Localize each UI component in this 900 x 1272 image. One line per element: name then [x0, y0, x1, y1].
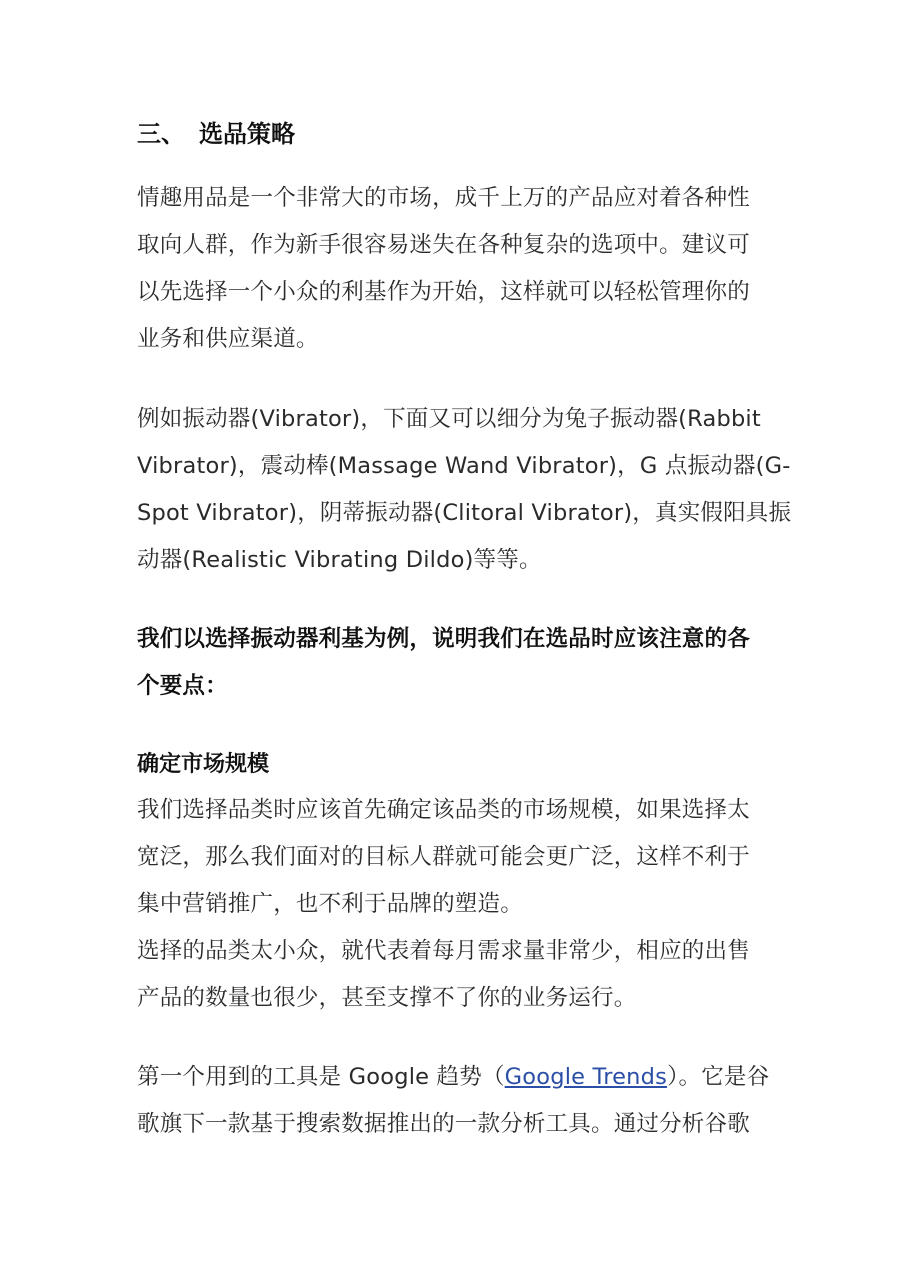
- text-line: 产品的数量也很少，甚至支撑不了你的业务运行。: [137, 985, 637, 1011]
- google-trends-link[interactable]: Google Trends: [504, 1064, 668, 1090]
- market-size-paragraph: [137, 787, 757, 1022]
- text-line: [137, 1054, 770, 1101]
- text-line: 个要点：: [137, 673, 228, 699]
- emphasis-paragraph: [137, 616, 757, 710]
- text-line: 例如振动器(Vibrator)，下面又可以细分为兔子振动器(Rabbit: [137, 406, 761, 432]
- text-before-link: 第一个用到的工具是 Google 趋势（: [137, 1064, 505, 1090]
- text-line: 以先选择一个小众的利基作为开始，这样就可以轻松管理你的: [137, 279, 750, 305]
- subheading-market-size: 确定市场规模: [137, 752, 270, 777]
- text-line: 集中营销推广，也不利于品牌的塑造。: [137, 891, 523, 917]
- text-after-link: ）。它是谷: [667, 1064, 770, 1090]
- text-line: 我们以选择振动器利基为例，说明我们在选品时应该注意的各: [137, 626, 750, 652]
- text-line: 歌旗下一款基于搜索数据推出的一款分析工具。通过分析谷歌: [137, 1111, 750, 1137]
- text-line: 情趣用品是一个非常大的市场，成千上万的产品应对着各种性: [137, 185, 750, 211]
- intro-paragraph: [137, 175, 757, 363]
- text-line: 选择的品类太小众，就代表着每月需求量非常少，相应的出售: [137, 938, 750, 964]
- text-line: 我们选择品类时应该首先确定该品类的市场规模，如果选择太: [137, 797, 750, 823]
- text-line: Spot Vibrator)，阴蒂振动器(Clitoral Vibrator)，真实假阳具振: [137, 500, 792, 526]
- text-line: Vibrator)，震动棒(Massage Wand Vibrator)，G 点振动器(G-: [137, 453, 791, 479]
- tool-paragraph: [137, 1054, 770, 1148]
- example-paragraph: [137, 396, 792, 584]
- text-line: 宽泛，那么我们面对的目标人群就可能会更广泛，这样不利于: [137, 844, 750, 870]
- section-title: 选品策略: [199, 120, 295, 148]
- text-line: 业务和供应渠道。: [137, 326, 319, 352]
- section-heading: [137, 116, 295, 152]
- text-line: 动器(Realistic Vibrating Dildo)等等。: [137, 547, 542, 573]
- section-number: 三、: [137, 120, 185, 148]
- text-line: 取向人群，作为新手很容易迷失在各种复杂的选项中。建议可: [137, 232, 750, 258]
